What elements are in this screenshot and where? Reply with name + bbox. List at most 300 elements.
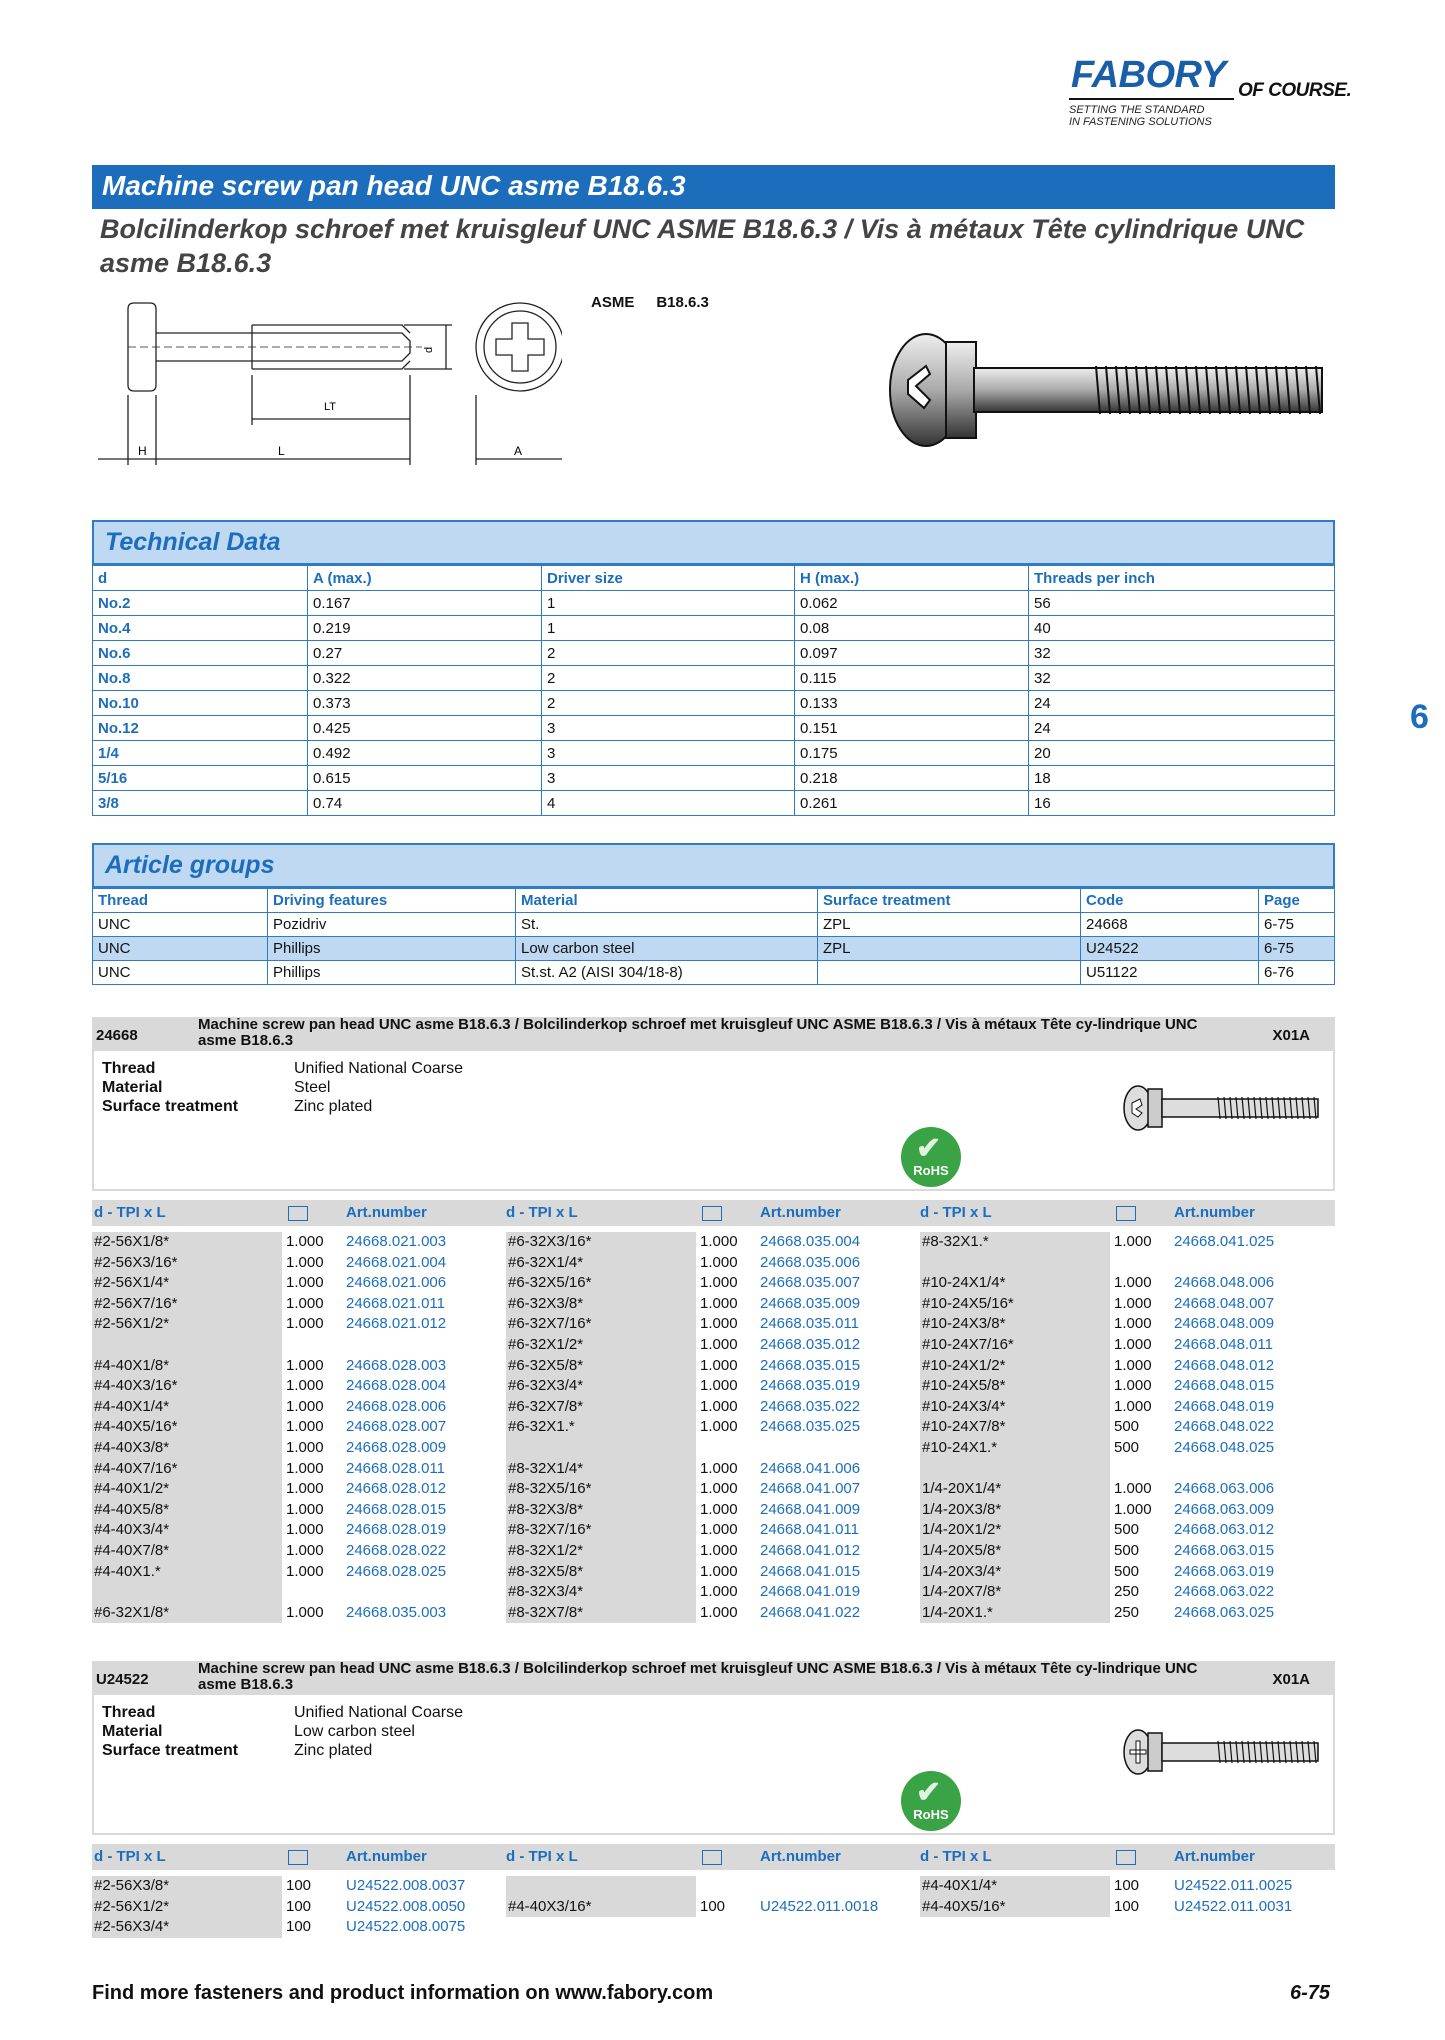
artnumber-link[interactable]: 24668.063.022 — [1174, 1583, 1275, 1601]
list-item — [920, 1520, 1330, 1541]
artnumber-link[interactable]: 24668.035.007 — [760, 1274, 861, 1292]
page-number: 6-75 — [1290, 1982, 1331, 2004]
table-cell: 16 — [1029, 791, 1335, 816]
table-cell: ZPL — [818, 913, 1081, 937]
size-cell: 1/4-20X1.* — [920, 1603, 1110, 1624]
logo-suffix: OF COURSE. — [1238, 80, 1352, 101]
artnumber-link[interactable]: 24668.048.009 — [1174, 1315, 1275, 1333]
table-cell: 2 — [542, 691, 795, 716]
table-cell: 24 — [1029, 691, 1335, 716]
list-item — [920, 1294, 1330, 1315]
qty-cell: 1.000 — [700, 1335, 738, 1353]
artnumber-link[interactable]: 24668.021.011 — [346, 1294, 445, 1312]
size-cell: 1/4-20X5/8* — [920, 1541, 1110, 1562]
list-item — [920, 1397, 1330, 1418]
list-item — [506, 1897, 916, 1918]
table-cell: 0.373 — [308, 691, 542, 716]
size-cell: #6-32X5/8* — [506, 1356, 696, 1377]
list-item — [506, 1459, 916, 1480]
size-cell: #10-24X5/16* — [920, 1294, 1110, 1315]
size-cell: #10-24X7/16* — [920, 1335, 1110, 1356]
prop-label: Thread — [102, 1704, 156, 1721]
artnumber-link[interactable]: 24668.035.019 — [760, 1377, 861, 1395]
size-cell: #2-56X7/16* — [92, 1294, 282, 1315]
qty-cell: 1.000 — [286, 1459, 324, 1477]
artnumber-link[interactable] — [346, 1582, 350, 1603]
qty-cell: 1.000 — [286, 1253, 324, 1271]
prop-value: Steel — [294, 1079, 331, 1096]
list-item — [920, 1562, 1330, 1583]
page-title: Machine screw pan head UNC asme B18.6.3 — [92, 165, 1335, 209]
artnumber-link[interactable]: 24668.041.015 — [760, 1562, 861, 1580]
table-cell: No.12 — [93, 716, 308, 741]
size-cell: #2-56X3/4* — [92, 1917, 282, 1938]
artnumber-link[interactable]: 24668.028.011 — [346, 1459, 445, 1477]
qty-cell: 1.000 — [286, 1521, 324, 1539]
qty-cell: 1.000 — [1114, 1294, 1152, 1312]
table-cell: UNC — [93, 961, 268, 985]
packaging-icon — [288, 1850, 308, 1865]
table-cell: 56 — [1029, 591, 1335, 616]
artnumber-link[interactable]: 24668.063.006 — [1174, 1480, 1275, 1498]
list-item — [506, 1479, 916, 1500]
logo-brand: FABORY — [1071, 54, 1226, 96]
artnumber-link[interactable]: U24522.008.0050 — [346, 1897, 466, 1915]
table-row[interactable] — [93, 961, 1335, 985]
qty-cell: 1.000 — [700, 1315, 738, 1333]
artnumber-link[interactable]: 24668.028.007 — [346, 1418, 447, 1436]
col-header-size: d - TPI x L — [506, 1204, 578, 1221]
table-cell: 6-75 — [1259, 913, 1335, 937]
artnumber-link[interactable]: 24668.035.011 — [760, 1315, 859, 1333]
list-item — [920, 1356, 1330, 1377]
qty-cell: 100 — [286, 1877, 312, 1894]
list-item — [92, 1562, 502, 1583]
artnumber-link[interactable]: 24668.028.012 — [346, 1480, 447, 1498]
screw-thumbnail — [1122, 1727, 1322, 1777]
prop-value: Zinc plated — [294, 1098, 373, 1115]
qty-cell: 1.000 — [286, 1356, 324, 1374]
article-list-header — [92, 1200, 1335, 1226]
artnumber-link[interactable]: 24668.035.012 — [760, 1335, 861, 1353]
list-item — [92, 1876, 502, 1897]
qty-cell — [1114, 1253, 1158, 1274]
list-item — [92, 1582, 502, 1603]
artnumber-link[interactable]: 24668.035.015 — [760, 1356, 861, 1374]
product-xcode: X01A — [1272, 1671, 1310, 1688]
size-cell: #2-56X3/16* — [92, 1253, 282, 1274]
qty-cell: 1.000 — [1114, 1274, 1152, 1292]
table-row[interactable] — [93, 937, 1335, 961]
chapter-tab: 6 — [1410, 698, 1429, 736]
screw-illustration — [886, 330, 1326, 450]
technical-data-section — [92, 520, 1335, 816]
qty-cell: 500 — [1114, 1541, 1140, 1559]
list-item — [92, 1356, 502, 1377]
size-cell: #8-32X7/8* — [506, 1603, 696, 1624]
artnumber-link[interactable]: 24668.048.007 — [1174, 1294, 1275, 1312]
size-cell: #4-40X1/4* — [92, 1397, 282, 1418]
qty-cell: 1.000 — [700, 1603, 738, 1621]
prop-label: Thread — [102, 1060, 156, 1077]
artnumber-link[interactable]: 24668.041.025 — [1174, 1233, 1275, 1250]
artnumber-link[interactable]: 24668.028.009 — [346, 1438, 447, 1456]
artnumber-link[interactable]: 24668.048.015 — [1174, 1377, 1275, 1395]
artnumber-link[interactable]: U24522.008.0075 — [346, 1918, 466, 1936]
table-cell: 24 — [1029, 716, 1335, 741]
logo-tagline-1: SETTING THE STANDARD — [1069, 104, 1205, 116]
size-cell: #10-24X1/2* — [920, 1356, 1110, 1377]
artnumber-link[interactable] — [346, 1335, 350, 1356]
table-cell: 0.27 — [308, 641, 542, 666]
size-cell: #10-24X7/8* — [920, 1417, 1110, 1438]
artnumber-link[interactable]: 24668.041.022 — [760, 1603, 861, 1621]
artnumber-link[interactable]: 24668.048.006 — [1174, 1274, 1275, 1292]
artnumber-link[interactable]: 24668.028.015 — [346, 1500, 447, 1518]
artnumber-link[interactable]: 24668.063.025 — [1174, 1603, 1275, 1621]
size-cell: #2-56X1/8* — [92, 1232, 282, 1253]
table-cell: 2 — [542, 641, 795, 666]
qty-cell: 500 — [1114, 1521, 1140, 1539]
article-list-header — [92, 1844, 1335, 1870]
packaging-icon — [288, 1206, 308, 1221]
size-cell: #6-32X7/8* — [506, 1397, 696, 1418]
artnumber-link[interactable]: 24668.048.012 — [1174, 1356, 1275, 1374]
product-details — [92, 1051, 1335, 1191]
qty-cell: 100 — [700, 1897, 726, 1915]
list-item — [920, 1582, 1330, 1603]
size-cell — [506, 1438, 696, 1459]
list-item — [920, 1335, 1330, 1356]
size-cell: #4-40X1/8* — [92, 1356, 282, 1377]
logo-tagline — [1069, 104, 1212, 128]
qty-cell: 500 — [1114, 1418, 1140, 1436]
list-item — [920, 1459, 1330, 1480]
size-cell: #8-32X1/2* — [506, 1541, 696, 1562]
qty-cell: 500 — [1114, 1562, 1140, 1580]
packaging-icon — [1116, 1206, 1136, 1221]
table-row — [93, 791, 1335, 816]
artnumber-link[interactable]: 24668.035.006 — [760, 1253, 861, 1271]
qty-cell: 1.000 — [286, 1603, 324, 1621]
list-item — [506, 1232, 916, 1253]
table-cell: St.st. A2 (AISI 304/18-8) — [516, 961, 818, 985]
list-item — [506, 1314, 916, 1335]
article-column — [92, 1876, 502, 1938]
artnumber-link[interactable] — [1174, 1459, 1178, 1480]
table-cell: Low carbon steel — [516, 937, 818, 961]
artnumber-link[interactable]: 24668.041.012 — [760, 1541, 861, 1559]
table-cell: 6-76 — [1259, 961, 1335, 985]
table-cell: 0.133 — [795, 691, 1029, 716]
table-cell: No.10 — [93, 691, 308, 716]
size-cell: #4-40X3/4* — [92, 1520, 282, 1541]
qty-cell: 1.000 — [286, 1377, 324, 1395]
prop-value: Zinc plated — [294, 1742, 373, 1759]
table-cell: 0.151 — [795, 716, 1029, 741]
table-cell: No.4 — [93, 616, 308, 641]
table-cell — [818, 961, 1081, 985]
table-cell: U51122 — [1081, 961, 1259, 985]
prop-value: Unified National Coarse — [294, 1060, 463, 1077]
tech-col-header: d — [93, 566, 308, 591]
table-cell: 0.175 — [795, 741, 1029, 766]
size-cell: #6-32X3/4* — [506, 1376, 696, 1397]
table-row — [93, 591, 1335, 616]
table-cell: 40 — [1029, 616, 1335, 641]
packaging-icon — [702, 1206, 722, 1221]
page-subtitle: Bolcilinderkop schroef met kruisgleuf UNC ASME B18.6.3 / Vis à métaux Tête cylindrique UNC asme B18.6.3 — [100, 214, 1305, 278]
article-column — [920, 1232, 1330, 1623]
product-title: Machine screw pan head UNC asme B18.6.3 / Bolcilinderkop schroef met kruisgleuf UNC ASME B18.6.3 / Vis à métaux Tête cy-lindrique UNC asme B18.6.3 — [198, 1660, 1198, 1693]
table-row — [93, 691, 1335, 716]
prop-label: Material — [102, 1079, 163, 1096]
drawing-label-lt: LT — [324, 401, 337, 413]
artnumber-link[interactable]: 24668.021.003 — [346, 1233, 447, 1250]
artnumber-link[interactable]: U24522.011.0031 — [1174, 1897, 1293, 1915]
tech-col-header: Threads per inch — [1029, 566, 1335, 591]
table-cell: 0.062 — [795, 591, 1029, 616]
qty-cell: 1.000 — [1114, 1377, 1152, 1395]
drawing-label-h: H — [138, 444, 147, 458]
list-item — [92, 1273, 502, 1294]
qty-cell: 1.000 — [1114, 1315, 1152, 1333]
artnumber-link[interactable]: 24668.063.015 — [1174, 1541, 1275, 1559]
artnumber-link[interactable]: 24668.028.019 — [346, 1521, 447, 1539]
qty-cell: 100 — [286, 1918, 312, 1936]
artnumber-link[interactable]: 24668.048.025 — [1174, 1438, 1275, 1456]
list-item — [92, 1897, 502, 1918]
qty-cell: 1.000 — [1114, 1500, 1152, 1518]
list-item — [92, 1459, 502, 1480]
list-item — [506, 1335, 916, 1356]
qty-cell: 1.000 — [286, 1418, 324, 1436]
table-cell: 3 — [542, 766, 795, 791]
artnumber-link[interactable]: 24668.041.006 — [760, 1459, 861, 1477]
artnumber-link[interactable]: 24668.028.025 — [346, 1562, 447, 1580]
list-item — [92, 1417, 502, 1438]
article-column — [506, 1876, 916, 1917]
size-cell: #10-24X3/8* — [920, 1314, 1110, 1335]
artnumber-link[interactable]: 24668.041.009 — [760, 1500, 861, 1518]
table-cell: 18 — [1029, 766, 1335, 791]
table-cell: UNC — [93, 937, 268, 961]
list-item — [92, 1314, 502, 1335]
groups-col-header: Thread — [93, 889, 268, 913]
qty-cell — [700, 1438, 744, 1459]
artnumber-link[interactable] — [760, 1438, 764, 1459]
artnumber-link[interactable]: 24668.028.003 — [346, 1356, 447, 1374]
table-cell: Phillips — [268, 961, 516, 985]
size-cell: #6-32X3/16* — [506, 1232, 696, 1253]
list-item — [92, 1294, 502, 1315]
artnumber-link[interactable]: 24668.021.006 — [346, 1274, 447, 1292]
size-cell: #6-32X1/4* — [506, 1253, 696, 1274]
size-cell — [920, 1253, 1110, 1274]
list-item — [92, 1603, 502, 1624]
artnumber-link[interactable]: 24668.028.022 — [346, 1541, 447, 1559]
standard-label — [591, 294, 709, 311]
list-item — [920, 1876, 1330, 1897]
list-item — [506, 1603, 916, 1624]
qty-cell: 100 — [1114, 1897, 1140, 1915]
groups-col-header: Driving features — [268, 889, 516, 913]
table-cell: 0.322 — [308, 666, 542, 691]
check-icon: ✔ — [916, 1132, 942, 1165]
tech-col-header: H (max.) — [795, 566, 1029, 591]
qty-cell: 1.000 — [286, 1233, 324, 1250]
qty-cell: 1.000 — [286, 1438, 324, 1456]
size-cell: #8-32X7/16* — [506, 1520, 696, 1541]
qty-cell: 1.000 — [700, 1541, 738, 1559]
prop-label: Material — [102, 1723, 163, 1740]
technical-data-table — [92, 565, 1335, 816]
size-cell: #4-40X1/4* — [920, 1876, 1110, 1897]
list-item — [920, 1500, 1330, 1521]
table-cell: 0.74 — [308, 791, 542, 816]
list-item — [92, 1438, 502, 1459]
artnumber-link[interactable]: 24668.041.011 — [760, 1521, 859, 1539]
artnumber-link[interactable]: 24668.035.004 — [760, 1233, 861, 1250]
size-cell: #4-40X3/16* — [92, 1376, 282, 1397]
artnumber-link[interactable]: 24668.041.007 — [760, 1480, 861, 1498]
list-item — [92, 1500, 502, 1521]
table-row — [93, 666, 1335, 691]
qty-cell: 1.000 — [700, 1356, 738, 1374]
artnumber-link[interactable]: U24522.008.0037 — [346, 1877, 466, 1894]
table-cell: 24668 — [1081, 913, 1259, 937]
artnumber-link[interactable] — [760, 1876, 764, 1897]
standard-code: B18.6.3 — [656, 294, 709, 311]
qty-cell: 1.000 — [286, 1541, 324, 1559]
table-cell: 0.615 — [308, 766, 542, 791]
tech-col-header: A (max.) — [308, 566, 542, 591]
table-row — [93, 766, 1335, 791]
table-cell: 2 — [542, 666, 795, 691]
size-cell: #4-40X7/16* — [92, 1459, 282, 1480]
artnumber-link[interactable]: 24668.048.022 — [1174, 1418, 1275, 1436]
artnumber-link[interactable]: 24668.063.009 — [1174, 1500, 1275, 1518]
size-cell: #4-40X5/16* — [920, 1897, 1110, 1918]
list-item — [92, 1541, 502, 1562]
artnumber-link[interactable]: 24668.035.009 — [760, 1294, 861, 1312]
size-cell: #8-32X5/16* — [506, 1479, 696, 1500]
qty-cell: 1.000 — [700, 1500, 738, 1518]
size-cell — [920, 1459, 1110, 1480]
size-cell: #4-40X5/8* — [92, 1500, 282, 1521]
col-header-size: d - TPI x L — [94, 1204, 166, 1221]
list-item — [920, 1417, 1330, 1438]
groups-col-header: Code — [1081, 889, 1259, 913]
list-item — [506, 1356, 916, 1377]
qty-cell: 100 — [286, 1897, 312, 1915]
qty-cell: 1.000 — [286, 1480, 324, 1498]
standard-org: ASME — [591, 294, 635, 311]
list-item — [506, 1438, 916, 1459]
drawing-label-l: L — [278, 444, 285, 458]
size-cell: #10-24X3/4* — [920, 1397, 1110, 1418]
artnumber-link[interactable]: 24668.048.019 — [1174, 1397, 1275, 1415]
table-cell: 0.425 — [308, 716, 542, 741]
table-cell: 0.115 — [795, 666, 1029, 691]
artnumber-link[interactable]: 24668.028.004 — [346, 1377, 447, 1395]
list-item — [92, 1335, 502, 1356]
article-column — [506, 1232, 916, 1623]
article-groups-section — [92, 843, 1335, 985]
table-cell: ZPL — [818, 937, 1081, 961]
size-cell: #8-32X3/8* — [506, 1500, 696, 1521]
product-header — [92, 1661, 1335, 1695]
qty-cell: 1.000 — [1114, 1356, 1152, 1374]
artnumber-link[interactable]: 24668.063.019 — [1174, 1562, 1275, 1580]
size-cell: #2-56X1/2* — [92, 1314, 282, 1335]
size-cell: #8-32X1/4* — [506, 1459, 696, 1480]
artnumber-link[interactable]: 24668.048.011 — [1174, 1335, 1273, 1353]
list-item — [92, 1520, 502, 1541]
table-row[interactable] — [93, 913, 1335, 937]
qty-cell: 1.000 — [286, 1294, 324, 1312]
artnumber-link[interactable]: U24522.011.0018 — [760, 1897, 879, 1915]
size-cell: 1/4-20X1/2* — [920, 1520, 1110, 1541]
check-icon: ✔ — [916, 1776, 942, 1809]
qty-cell: 1.000 — [700, 1583, 738, 1601]
qty-cell: 1.000 — [1114, 1335, 1152, 1353]
table-cell: Phillips — [268, 937, 516, 961]
artnumber-link[interactable] — [1174, 1253, 1178, 1274]
product-header — [92, 1017, 1335, 1051]
product-details — [92, 1695, 1335, 1835]
qty-cell: 1.000 — [286, 1562, 324, 1580]
qty-cell — [700, 1876, 744, 1897]
artnumber-link[interactable]: 24668.063.012 — [1174, 1521, 1275, 1539]
qty-cell: 500 — [1114, 1438, 1140, 1456]
size-cell: #6-32X1/8* — [92, 1603, 282, 1624]
artnumber-link[interactable]: 24668.041.019 — [760, 1583, 861, 1601]
col-header-size: d - TPI x L — [94, 1848, 166, 1865]
list-item — [920, 1897, 1330, 1918]
drawing-label-d: d — [423, 346, 435, 353]
logo-underline — [1069, 98, 1234, 100]
product-xcode: X01A — [1272, 1027, 1310, 1044]
table-cell: 1/4 — [93, 741, 308, 766]
artnumber-link[interactable]: 24668.021.012 — [346, 1315, 447, 1333]
artnumber-link[interactable]: 24668.028.006 — [346, 1397, 447, 1415]
size-cell: #10-24X1/4* — [920, 1273, 1110, 1294]
size-cell: #6-32X3/8* — [506, 1294, 696, 1315]
artnumber-link[interactable]: 24668.035.022 — [760, 1397, 861, 1415]
list-item — [506, 1397, 916, 1418]
artnumber-link[interactable]: 24668.035.003 — [346, 1603, 447, 1621]
qty-cell: 1.000 — [700, 1480, 738, 1498]
qty-cell — [286, 1335, 330, 1356]
size-cell: #10-24X5/8* — [920, 1376, 1110, 1397]
table-cell: U24522 — [1081, 937, 1259, 961]
qty-cell: 1.000 — [1114, 1233, 1152, 1250]
artnumber-link[interactable]: U24522.011.0025 — [1174, 1877, 1293, 1894]
list-item — [920, 1603, 1330, 1624]
prop-label: Surface treatment — [102, 1742, 239, 1759]
qty-cell: 250 — [1114, 1583, 1140, 1601]
col-header-artnumber: Art.number — [1174, 1848, 1255, 1865]
artnumber-link[interactable]: 24668.035.025 — [760, 1418, 861, 1436]
qty-cell: 1.000 — [700, 1459, 738, 1477]
table-row — [93, 641, 1335, 666]
prop-value: Low carbon steel — [294, 1723, 415, 1740]
list-item — [506, 1294, 916, 1315]
artnumber-link[interactable]: 24668.021.004 — [346, 1253, 447, 1271]
qty-cell — [286, 1582, 330, 1603]
article-groups-table — [92, 888, 1335, 985]
